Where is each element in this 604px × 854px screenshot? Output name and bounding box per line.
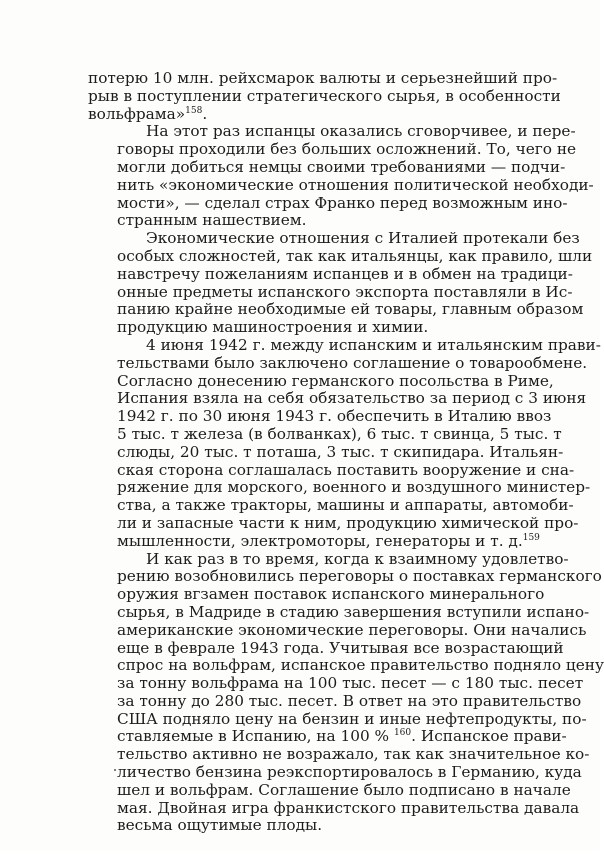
text-line: продукцию машиностроения и химии.: [117, 318, 429, 337]
text-line: спрос на вольфрам, испанское правительство подняло цену: [117, 656, 604, 675]
text-line: американские экономические переговоры. Они начались: [117, 620, 587, 639]
text-line: 4 июня 1942 г. между испанским и итальянским прави-: [146, 335, 601, 354]
text-line: навстречу пожеланиям испанцев и в обмен на традици-: [117, 264, 573, 283]
text-line: 5 тыс. т железа (в болванках), 6 тыс. т свинца, 5 тыс. т: [117, 424, 562, 443]
text-line: онные предметы испанского экспорта поставляли в Ис-: [117, 282, 573, 301]
footnote-ref: 159: [522, 532, 540, 543]
body-text: [88, 69, 604, 835]
text-line: личество бензина реэкспортировалось в Германию, куда: [117, 763, 582, 782]
text-line: Испания взяла на себя обязательство за период с 3 июня: [117, 389, 587, 408]
text-line: оружия вгзамен поставок испанского минерального: [117, 585, 545, 604]
paragraph-5: [88, 549, 604, 836]
text-line: ская сторона соглашалась поставить вооружение и сна-: [117, 460, 575, 479]
text-line: слюды, 20 тыс. т поташа, 3 тыс. т скипидара. Итальян-: [117, 442, 564, 461]
text-line: мости», — сделал страх Франко перед возможным ино-: [117, 193, 568, 212]
scan-speck: [114, 769, 116, 771]
text-line: странным нашествием.: [117, 211, 307, 230]
text-line: рению возобновились переговоры о поставках германского: [117, 567, 602, 586]
text-line: вольфрама»$^{158}$.: [88, 104, 208, 123]
text-line: рыв в поступлении стратегического сырья, в особенности: [88, 86, 561, 105]
text-line: ставляемые в Испанию, на 100 % $^{160}$. Испанское прави-: [117, 727, 567, 746]
text-line: И как раз в то время, когда к взаимному удовлетво-: [146, 549, 569, 568]
text-line: сырья, в Мадриде в стадию завершения вступили испано-: [117, 602, 590, 621]
paragraph-2: [88, 122, 594, 230]
text-line: 1942 г. по 30 июня 1943 г. обеспечить в Италию ввоз: [117, 407, 552, 426]
text-line: говоры проходили без больших осложнений. То, чего не: [117, 140, 577, 159]
text-line: тельство активно не возражало, так как значительное ко-: [117, 745, 590, 764]
footnote-ref: 160: [393, 728, 412, 739]
text-line: ли и запасные части к ним, продукцию химической про-: [117, 513, 579, 532]
text-line: шел и вольфрам. Соглашение было подписано в начале: [117, 780, 571, 799]
text-line: особых сложностей, так как итальянцы, как правило, шли: [117, 246, 593, 265]
text-line: Экономические отношения с Италией протекали без: [146, 229, 580, 248]
text-line: весьма ощутимые плоды.: [117, 816, 323, 835]
paragraph-3: [88, 229, 593, 337]
footnote-ref: 158: [185, 105, 203, 116]
text-line: Согласно донесению германского посольства в Риме,: [117, 371, 554, 390]
text-line: потерю 10 млн. рейхсмарок валюты и серьезнейший про-: [88, 69, 558, 87]
text-line: мая. Двойная игра франкистского правительства давала: [117, 798, 580, 817]
text-line: США подняло цену на бензин и иные нефтепродукты, по-: [117, 709, 587, 728]
text-line: за тонну вольфрама на 100 тыс. песет — с 180 тыс. песет: [117, 674, 584, 693]
text-line: за тонну до 280 тыс. песет. В ответ на это правительство: [117, 691, 582, 710]
text-line: панию крайне необходимые ей товары, главным образом: [117, 300, 584, 319]
text-line: тельствами было заключено соглашение о товарообмене.: [117, 353, 588, 372]
text-line: На этот раз испанцы оказались сговорчивее, и пере-: [146, 122, 576, 141]
text-line: могли добиться немцы своими требованиями — подчи-: [117, 157, 566, 176]
text-line: еще в феврале 1943 года. Учитывая все возрастающий: [117, 638, 564, 657]
text-line: нить «экономические отношения политической необходи-: [117, 175, 594, 194]
paragraph-4: [88, 335, 601, 551]
paragraph-1: [88, 69, 561, 123]
text-line: ряжение для морского, военного и воздушного министер-: [117, 478, 591, 497]
text-line: мышленности, электромоторы, генераторы и т. д.$^{159}$: [117, 531, 540, 550]
text-line: ства, а также тракторы, машины и аппараты, автомоби-: [117, 496, 574, 515]
